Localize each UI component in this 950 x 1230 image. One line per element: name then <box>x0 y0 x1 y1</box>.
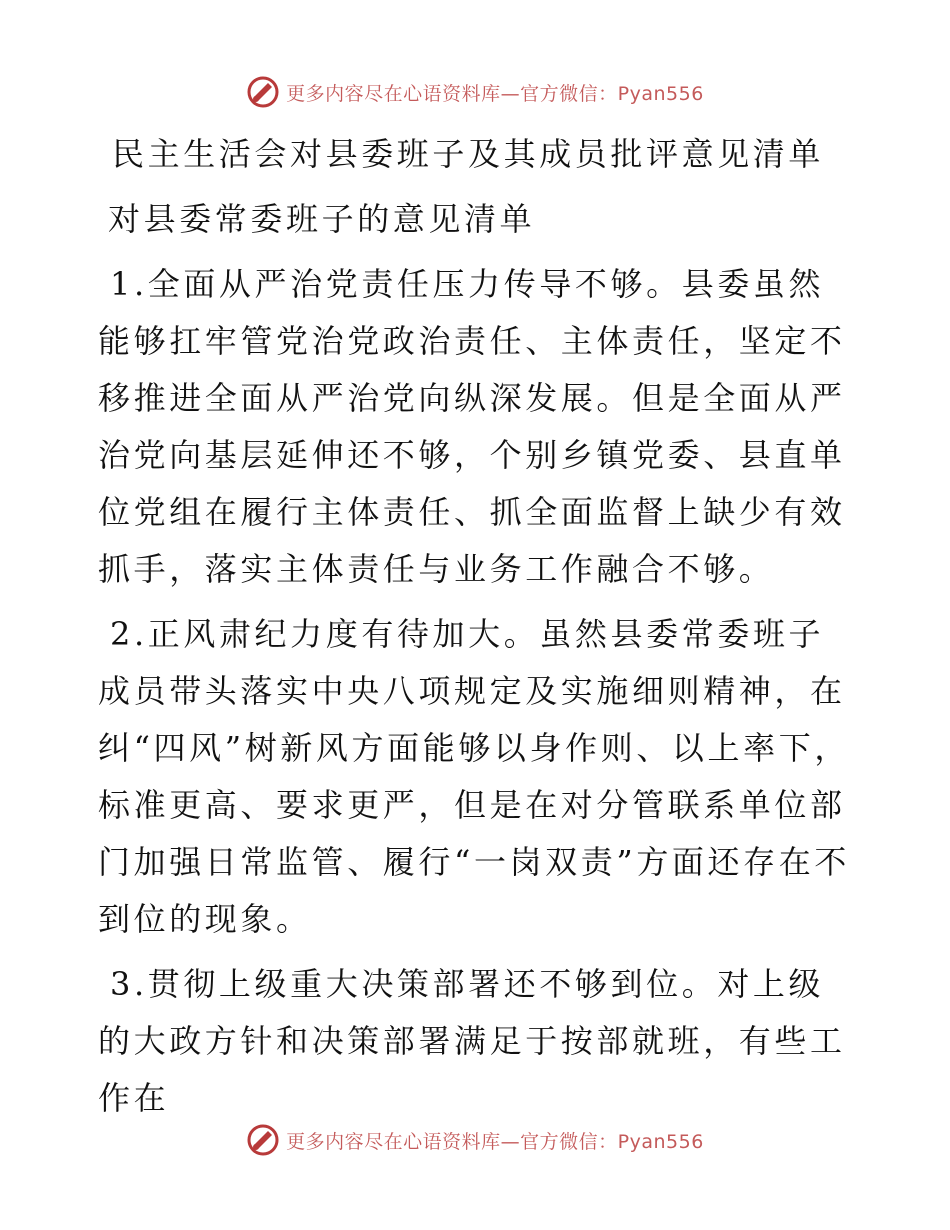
paragraph-3: 3.贯彻上级重大决策部署还不够到位。对上级的大政方针和决策部署满足于按部就班，有些工作在 <box>98 965 846 1117</box>
section-heading: 对县委常委班子的意见清单 <box>108 200 536 238</box>
brand-logo-icon <box>246 75 280 109</box>
footer-banner-text: 更多内容尽在心语资料库—官方微信：Pyan556 <box>286 1130 704 1153</box>
paragraph-2: 2.正风肃纪力度有待加大。虽然县委常委班子成员带头落实中央八项规定及实施细则精神，在纠“四风”树新风方面能够以身作则、以上率下，标准更高、要求更严，但是在对分管联系单位部门加强日常监管、履行“一岗双责”方面还存在不到位的现象。 <box>98 615 850 938</box>
footer-banner <box>0 1120 950 1160</box>
document-body <box>98 118 858 1135</box>
header-banner <box>0 72 950 112</box>
document-title: 民主生活会对县委班子及其成员批评意见清单 <box>112 135 825 173</box>
paragraph-1: 1.全面从严治党责任压力传导不够。县委虽然能够扛牢管党治党政治责任、主体责任，坚定不移推进全面从严治党向纵深发展。但是全面从严治党向基层延伸还不够，个别乡镇党委、县直单位党组在履行主体责任、抓全面监督上缺少有效抓手，落实主体责任与业务工作融合不够。 <box>98 265 846 588</box>
brand-logo-icon <box>246 1123 280 1157</box>
header-banner-text: 更多内容尽在心语资料库—官方微信：Pyan556 <box>286 82 704 105</box>
